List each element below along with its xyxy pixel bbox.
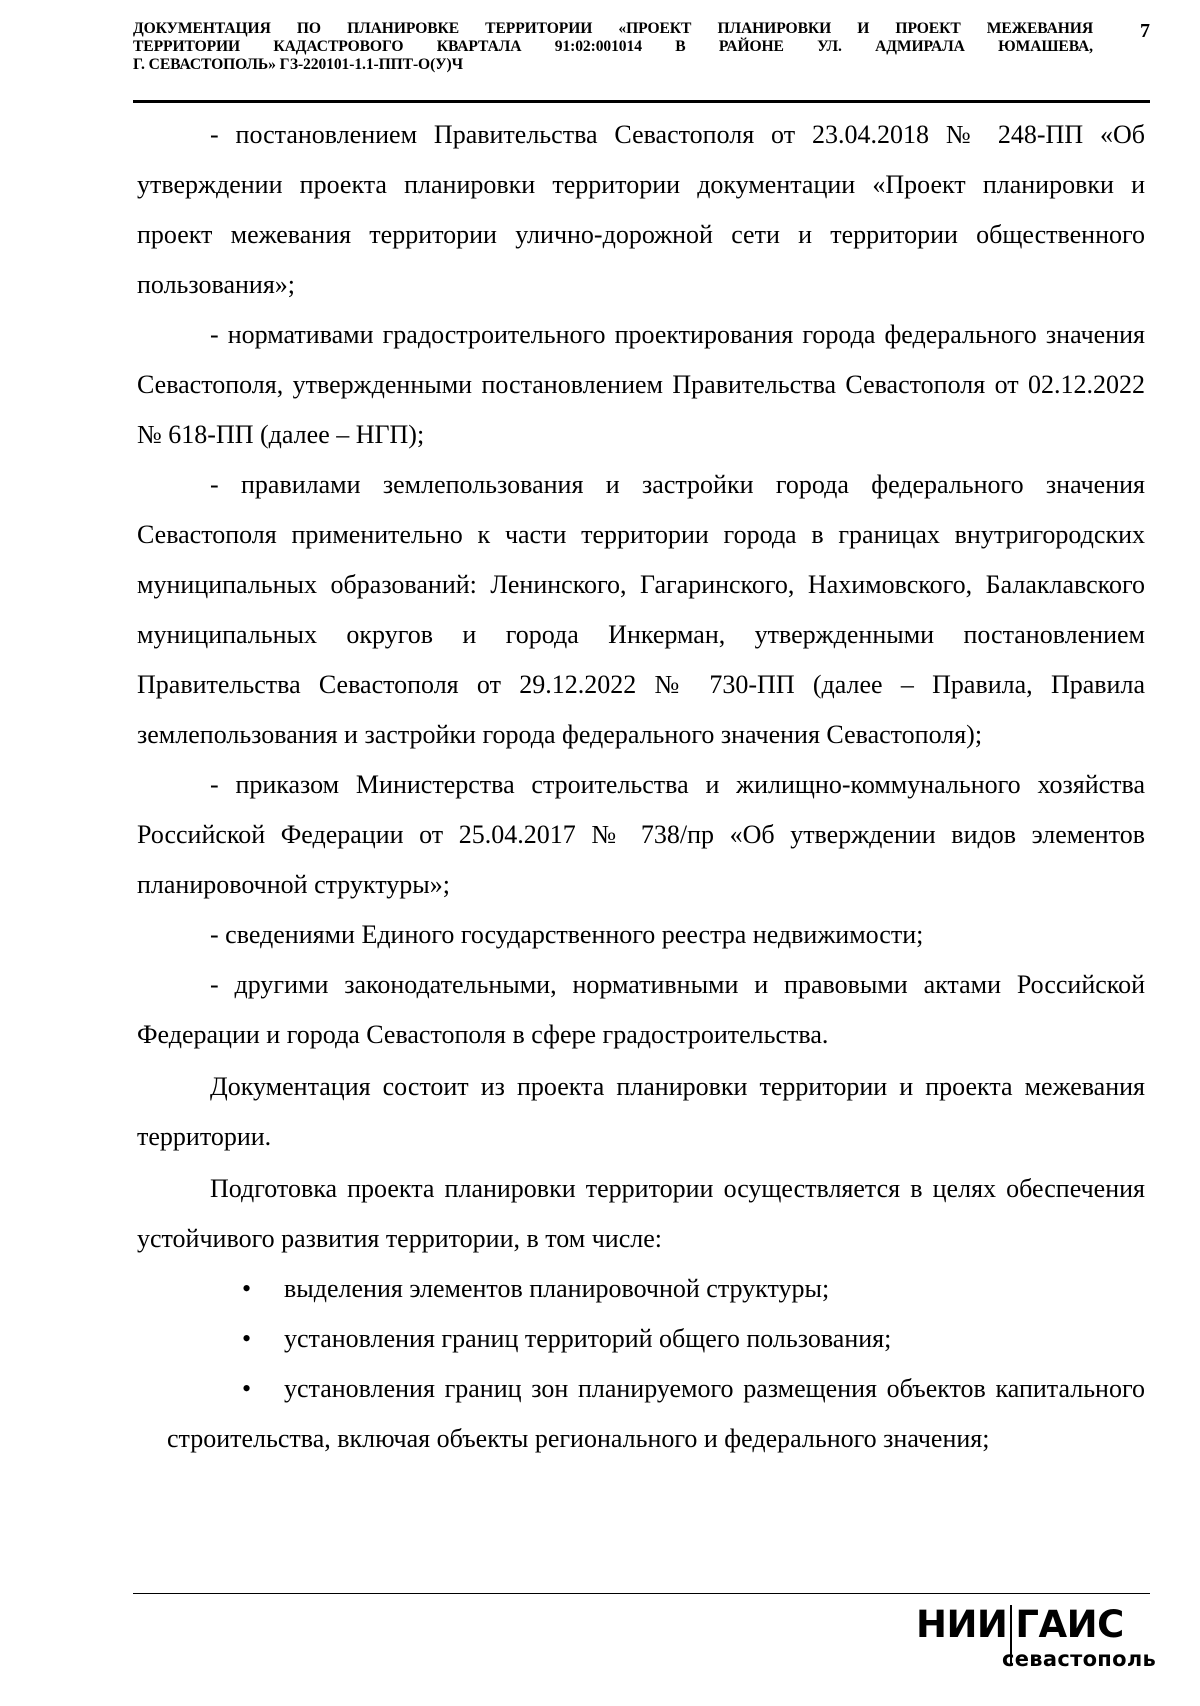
bullet-icon: • — [242, 1324, 252, 1353]
page-number: 7 — [1140, 20, 1150, 42]
header-divider — [133, 100, 1150, 103]
paragraph: - правилами землепользования и застройки города федерального значения Севастополя применительно к части территории города в границах внутригородских муниципальных образований: Ленинского, Гагаринского, Нахимовского, Балаклавского муниципальных округов и города Инкерман, утвержденными постановлением Правительства Севастополя от 29.12.2022 № 730-ПП (далее – Правила, Правила землепользования и застройки города федерального значения Севастополя); — [137, 470, 1145, 749]
document-body — [137, 110, 1145, 1464]
list-item — [137, 1314, 1145, 1364]
list-item-text: выделения элементов планировочной структуры; — [284, 1274, 830, 1303]
list-item-text: установления границ территорий общего пользования; — [284, 1324, 892, 1353]
paragraph: - сведениями Единого государственного реестра недвижимости; — [210, 920, 924, 949]
paragraph: Подготовка проекта планировки территории осуществляется в целях обеспечения устойчивого развития территории, в том числе: — [137, 1174, 1145, 1253]
page-header — [133, 20, 1150, 74]
header-title-line: ДОКУМЕНТАЦИЯ ПО ПЛАНИРОВКЕ ТЕРРИТОРИИ «ПРОЕКТ ПЛАНИРОВКИ И ПРОЕКТ МЕЖЕВАНИЯ — [133, 20, 1093, 37]
list-item-text: установления границ зон планируемого размещения объектов капитального строительства, включая объекты регионального и федерального значения; — [167, 1374, 1145, 1453]
header-title-line: Г. СЕВАСТОПОЛЬ» ГЗ-220101-1.1-ППТ-О(У)Ч — [133, 56, 463, 73]
bullet-list — [137, 1264, 1145, 1464]
list-item — [137, 1364, 1145, 1464]
paragraph: - другими законодательными, нормативными и правовыми актами Российской Федерации и города Севастополя в сфере градостроительства. — [137, 970, 1145, 1049]
footer-divider — [133, 1593, 1150, 1594]
bullet-icon: • — [242, 1374, 252, 1403]
bullet-icon: • — [242, 1274, 252, 1303]
paragraph: - нормативами градостроительного проектирования города федерального значения Севастополя, утвержденными постановлением Правительства Севастополя от 02.12.2022 № 618-ПП (далее – НГП); — [137, 320, 1145, 449]
header-title — [133, 20, 1093, 74]
logo-subtitle: севастополь — [1002, 1647, 1157, 1671]
paragraph: - приказом Министерства строительства и жилищно-коммунального хозяйства Российской Федерации от 25.04.2017 № 738/пр «Об утверждении видов элементов планировочной структуры»; — [137, 770, 1145, 899]
logo-right-text: ГАИС — [1015, 1603, 1124, 1646]
paragraph: Документация состоит из проекта планировки территории и проекта межевания территории. — [137, 1072, 1145, 1151]
paragraph: - постановлением Правительства Севастополя от 23.04.2018 № 248-ПП «Об утверждении проекта планировки территории документации «Проект планировки и проект межевания территории улично-дорожной сети и территории общественного пользования»; — [137, 120, 1145, 299]
company-logo — [916, 1603, 1156, 1693]
header-title-line: ТЕРРИТОРИИ КАДАСТРОВОГО КВАРТАЛА 91:02:001014 В РАЙОНЕ УЛ. АДМИРАЛА ЮМАШЕВА, — [133, 38, 1093, 55]
logo-left-text: НИИ — [916, 1603, 1008, 1646]
list-item — [137, 1264, 1145, 1314]
